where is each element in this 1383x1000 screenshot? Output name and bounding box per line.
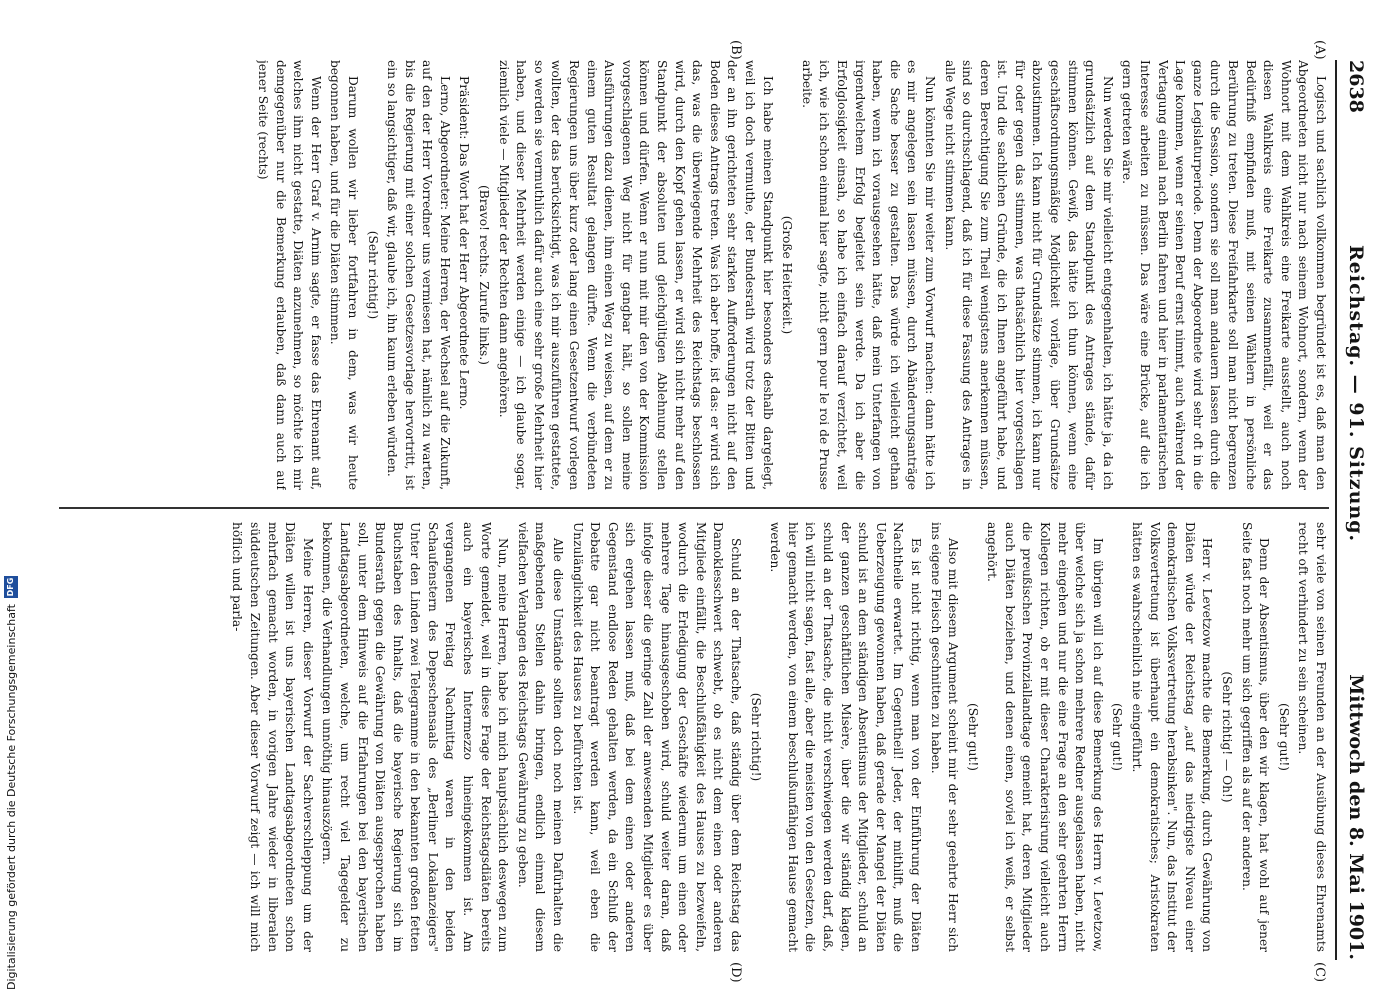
footer-strip xyxy=(0,0,20,1000)
page-number: 2638 xyxy=(1345,60,1367,113)
margin-marker-c: (C) xyxy=(1312,962,1327,983)
page-date: Mittwoch den 8. Mai 1901. xyxy=(1345,674,1367,960)
right-interjection: (Sehr gut!) xyxy=(965,702,980,772)
right-interjection: (Sehr gut!) xyxy=(1276,702,1291,772)
right-paragraph: Im übrigen will ich auf diese Bemerkung des Herrn v. Levetzow, über welche sich ja schon mehrere Redner ausgelassen haben, nicht mehr eingehen und nur die eine Frage an den sehr geehrten Herrn Kollegen richten, ob er mit dieser Charakterisirung vielleicht auch die preußischen Provinziallandtage gemeint hat, deren Mitglieder auch Diäten beziehen, und denen einen, soviel ich weiß, er selbst angehört. xyxy=(985,522,1105,952)
right-paragraph: Meine Herren, dieser Vorwurf der Sachverschleppung um der Diäten willen ist uns bayerischen Landtagsabgeordneten schon mehrfach gemacht worden, in vorigen Jahre wieder in liberalen süddeutschen Zeitungen. Aber dieser Vorwurf zeigt — ich will mich höflich und parla- xyxy=(230,522,315,952)
right-paragraph: Also mit diesem Argument scheint mir der sehr geehrte Herr sich ins eigene Fleisch geschnitten zu haben. xyxy=(928,522,961,952)
page-title: Reichstag. — 91. Sitzung. xyxy=(1345,245,1367,543)
rotated-page xyxy=(20,0,1383,1000)
left-interjection: (Große Heiterkeit.) xyxy=(780,215,795,335)
right-paragraph: Alle diese Umstände sollten doch noch meinen Dafürhalten die maßgebenden Stellen dahin bringen, endlich einmal diesem vielfachen Verlangen des Reichstags Gewährung zu geben. xyxy=(515,522,566,952)
right-paragraph: Schuld an der Thatsache, daß ständig über dem Reichstag das Damoklesschwert schwebt, ob es nicht dem einen oder anderen Mitgliede einfällt, die Beschlußfähigkeit des Hauses zu bezweifeln, wodurch die Erledigung der Geschäfte wiederum um einen oder mehrere Tage hinausgeschoben wird, schuld weiter daran, daß infolge dieser die geringe Zahl der anwesenden Mitglieder es über sich ergehen lassen muß, daß bei dem einen oder anderen Gegenstand endlose Reden gehalten werden, da ein Schluß der Debatte gar nicht beantragt werden kann, weil eben die Unzulänglichkeit des Hauses zu befürchten ist. xyxy=(570,522,743,952)
page-header xyxy=(1339,60,1373,960)
margin-marker-b: (B) xyxy=(728,40,743,60)
right-paragraph: Denn der Absentismus, über den wir klagen, hat wohl auf jener Seite fast noch mehr um sich gegriffen als auf der anderen. xyxy=(1239,522,1272,952)
left-column xyxy=(49,60,1329,490)
right-interjection: (Sehr gut!) xyxy=(1110,702,1125,772)
header-rule xyxy=(1335,60,1337,960)
left-paragraph: Präsident: Das Wort hat der Herr Abgeordnete Lerno. xyxy=(457,76,472,410)
margin-marker-a: (A) xyxy=(1312,40,1327,60)
right-interjection: (Sehr richtig!) xyxy=(748,692,763,782)
left-paragraph: Wenn der Herr Graf v. Arnim sagte, er fasse das Ehrenamt auf, welches ihm nicht gestatte, Diäten anzunehmen, so möchte ich mir demgegenüber nur die Bemerkung erlauben, daß dann auch auf jener Seite (rechts) xyxy=(255,60,323,490)
left-paragraph: Nun werden Sie mir vielleicht entgegenhalten, ich hätte ja, da ich grundsätzlich auf dem Standpunkt des Antrages stände, dafür stimmen können. Gewiß, das hätte ich thun können, wenn eine geschäftsordnungsmäßige Möglichkeit vorläge, über Grundsätze abzustimmen. Ich kann nicht für Grundsätze stimmen, ich kann nur für oder gegen das stimmen, was thatsächlich hier vorgeschlagen ist. Und die sachlichen Gründe, die ich Ihnen angeführt habe, und deren Berechtigung Sie zum Theil wenigstens anerkennen müssen, sind so durchschlagend, daß ich für diese Fassung des Antrages in alle Wege nicht stimmen kann. xyxy=(942,60,1115,490)
right-column xyxy=(49,522,1329,952)
left-interjection: (Sehr richtig!) xyxy=(365,230,380,320)
left-paragraph: Logisch und sachlich vollkommen begründet ist es, daß man den Abgeordneten nicht nur nach seinem Wohnort, sondern, wenn der Wohnort mit dem Wahlkreis eine Freikarte ausstellt, auch noch diesen Wahlkreis eine Freikarte zusammenfällt, weil er das Bedürfniß empfinden muß, mit seinen Wählern in persönliche Berührung zu treten. Diese Freifahrkarte soll man nicht begrenzen durch die Session, sondern sie soll man andauern lassen durch die ganze Legislaturperiode. Denn der Abgeordnete wird sehr oft in die Lage kommen, wenn er seinen Beruf ernst nimmt, auch während der Vertagung einmal nach Berlin fahren und hier in parlamentarischen Interesse arbeiten zu müssen. Das wäre eine Brücke, auf die ich gern getreten wäre. xyxy=(1120,60,1328,490)
dfg-logo: DFG xyxy=(4,576,18,598)
right-paragraph: sehr viele von seinen Freunden an der Ausübung dieses Ehrenamts recht oft verhindert zu sein scheinen. xyxy=(1296,522,1328,952)
footer-credit-line xyxy=(4,576,18,990)
footer-credit: Digitalisierung gefördert durch die Deutsche Forschungsgemeinschaft xyxy=(4,604,18,990)
right-paragraph: Herr v. Levetzow machte die Bemerkung, durch Gewährung von Diäten würde der Reichstag „auf das niedrigste Niveau einer demokratischen Volksvertretung herabsinken". Nun, das Institut der Volksvertretung ist überhaupt ein demokratisches; Aristokraten hätten es wahrscheinlich nie eingeführt. xyxy=(1130,522,1215,952)
left-interjection: (Bravo! rechts. Zurufe links.) xyxy=(477,185,492,365)
right-paragraph: Nun, meine Herren, habe ich mich hauptsächlich deswegen zum Worte gemeldet, weil in diese Frage der Reichstagsdiäten bereits auch ein bayerisches Intermezzo hineingekommen ist. Am vergangenen Freitag Nachmittag waren in den beiden Schaufenstern des Depeschensaals des „Berliner Lokalanzeigers" Unter den Linden zwei Telegramme in den bekannten großen fetten Buchstaben des Inhalts, daß die bayerische Regierung sich im Bundesrath gegen die Gewährung von Diäten ausgesprochen haben soll, unter dem Hinweis auf die Erfahrungen bei den bayerischen Landtagsabgeordneten, welche, um recht viel Tagegelder zu bekommen, die Verhandlungen unnöthig hinauszögern. xyxy=(320,522,511,952)
right-interjection: (Sehr richtig! — Oh!) xyxy=(1220,671,1235,803)
column-divider xyxy=(59,507,1329,509)
left-paragraph: Ich habe meinen Standpunkt hier besonders deshalb dargelegt, weil ich doch vermuthe, der Bundesrath wird trotz der Bitten und der an ihn gerichteten sehr starken Aufforderungen nicht auf den Boden dieses Antrags treten. Was ich aber hoffe, ist das: er wird sich das, was die überwiegende Mehrheit des Reichstags beschlossen wird, durch den Kopf gehen lassen, er wird sich nicht mehr auf den Standpunkt der absoluten und gleichgültigen Ablehnung stellen können und dürfen. Wenn er nun mit mir den von der Kommission vorgeschlagenen Weg nicht für gangbar hält, so sollen meine Ausführungen dazu dienen, ihm einen Weg zu weisen, auf dem er zu einem guten Resultat gelangen dürfte. Wenn die verbündeten Regierungen uns über kurz oder lang einen Gesetzentwurf vorlegen wollten, der das berücksichtigt, was ich mir auszuführen gestattete, so werden sie vermuthlich dafür auch eine sehr große Mehrheit hier haben, und dieser Mehrheit werden einige — ich glaube sogar, ziemlich viele — Mitglieder der Rechten dann angehören. xyxy=(496,60,775,490)
left-paragraph: Nun könnten Sie mir weiter zum Vorwurf machen: dann hätte ich es mir angelegen sein lassen müssen, durch Abänderungsanträge die Sache besser zu gestalten. Das würde ich vielleicht gethan haben, wenn ich vorausgesehen hätte, daß mein Unterfangen von irgendwelchem Erfolg begleitet sein werde. Da ich aber die Erfolglosigkeit einsah, so habe ich einfach darauf verzichtet, weil ich, wie ich schon einmal hier sagte, nicht gern pour le roi de Prusse arbeite. xyxy=(799,60,937,490)
left-paragraph: Darum wollen wir lieber fortfahren in dem, was wir heute begonnen haben, und für die Diäten stimmen. xyxy=(328,60,360,490)
left-paragraph: Lerno, Abgeordneter: Meine Herren, der Wechsel auf die Zukunft, auf den der Herr Vorredner uns vermiesen hat, nämlich zu warten, bis die Regierung mit einer solchen Gesetzesvorlage hervortritt, ist ein so langsichtiger, daß wir, glaube ich, ihn kaum erleben würden. xyxy=(385,60,452,490)
margin-marker-d: (D) xyxy=(728,962,743,983)
right-paragraph: Es ist nicht richtig, wenn man von der Einführung der Diäten Nachtheile erwartet. Im Gegentheil! Jeder, der mithilft, muß die Ueberzeugung gewonnen haben, daß gerade der Mangel der Diäten schuld ist an dem ständigen Absentismus der Mitglieder, schuld an der ganzen geschäftlichen Misère, über die wir ständig klagen, schuld an der Thatsache, die nicht verschwiegen werden darf, daß, ich will nicht sagen, fast alle, aber die meisten von den Gesetzen, die hier gemacht werden, von einem beschlußunfähigen Hause gemacht werden. xyxy=(768,522,923,952)
